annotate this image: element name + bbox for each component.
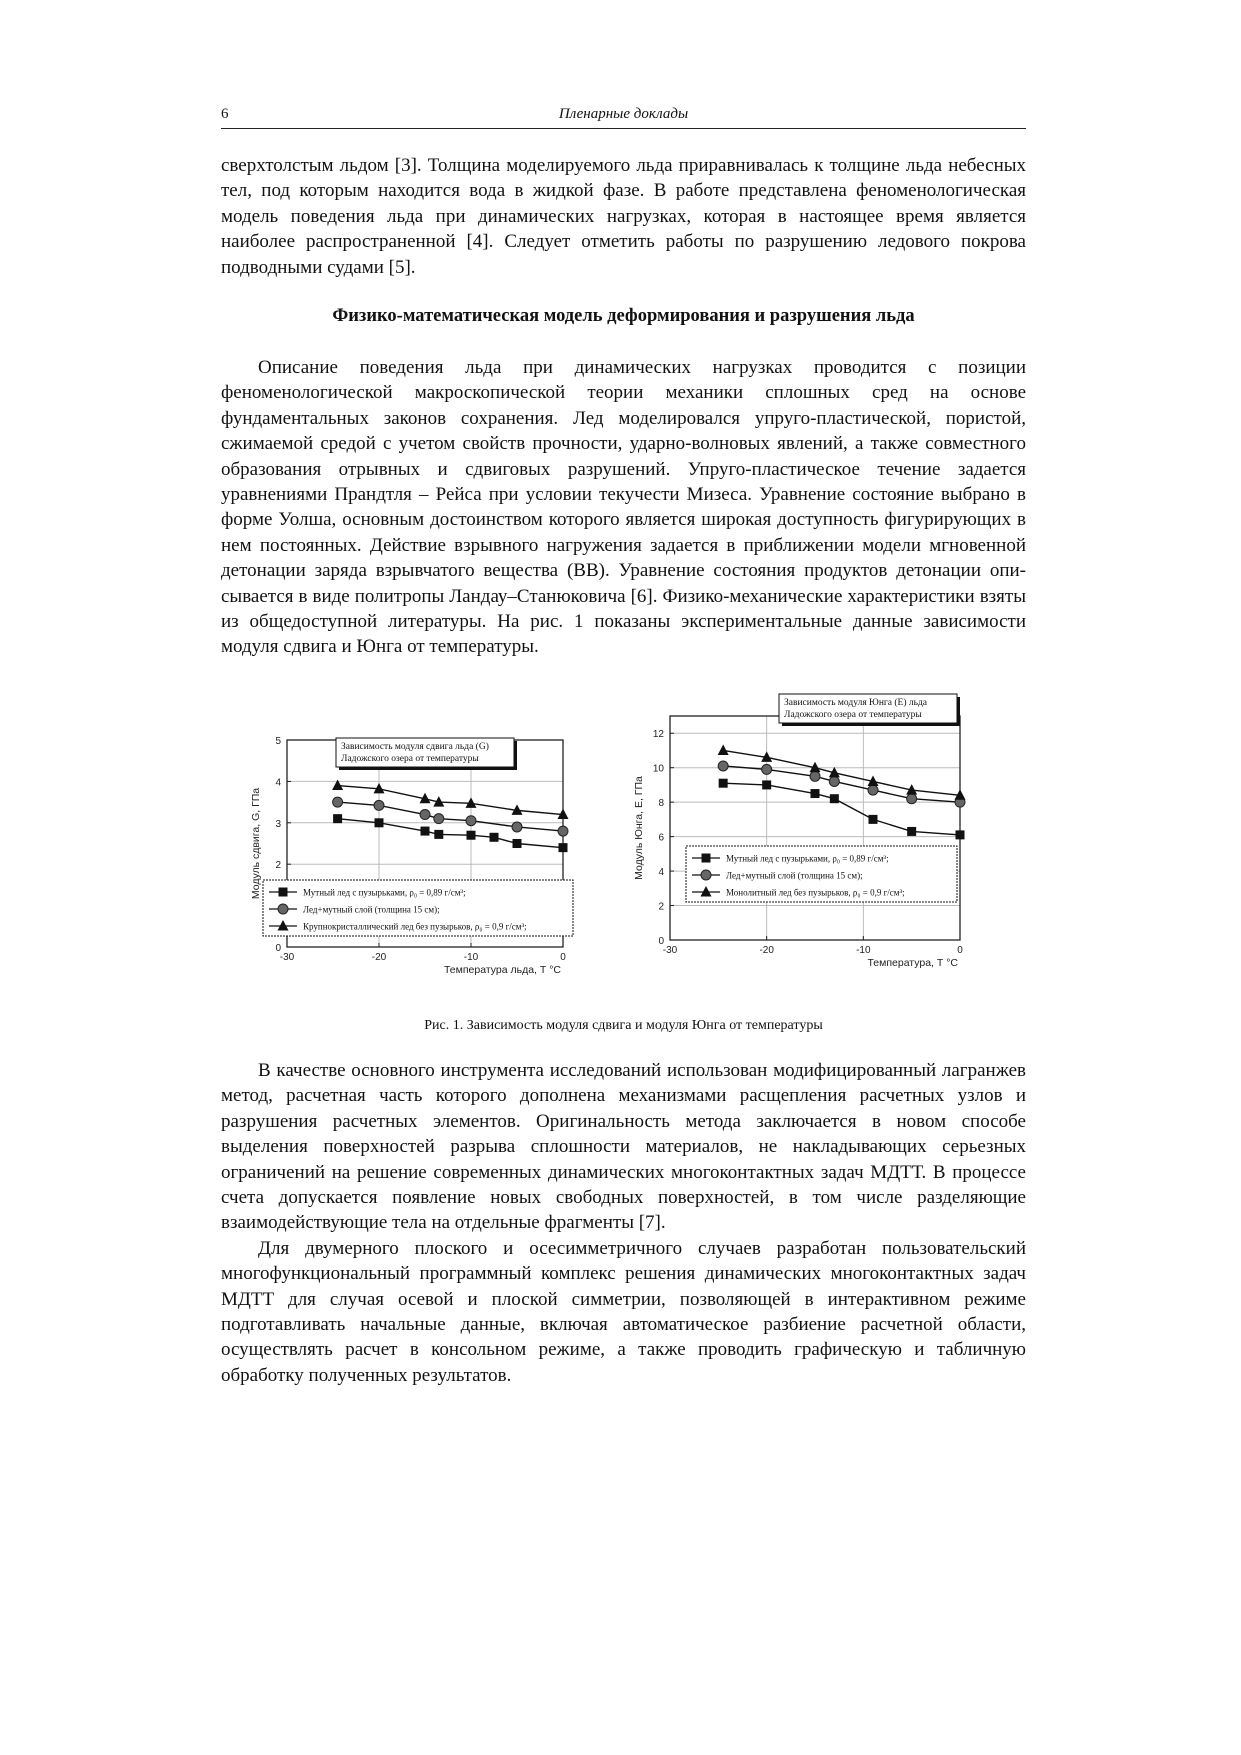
y-tick-label: 4 (658, 867, 664, 879)
legend-label: Лед+мутный слой (толщина 15 см); (726, 870, 863, 881)
y-axis-label: Модуль сдвига, G, ГПа (250, 787, 262, 900)
legend-marker (701, 870, 711, 880)
data-point-s0-0 (333, 814, 342, 823)
x-tick-label: 0 (560, 952, 566, 963)
paragraph-model: Описание поведения льда при динамических нагрузках проводится с позиции феноменологической макроскопической теории механики сплошных сред на основе фундаментальных законов сохранения. Лед моделировался упруго-пластической, пористой, сжимаемой средой с учетом свойств прочности, ударно-волновых явлений, а также совместного образования отрывных и сдвиговых разрушений. Упруго-пластическое течение задается уравнениями Прандтля – Рейса при условии текучести Мизеса. Уравнение состояние выбрано в форме Уолша, основным достоинством которого является широкая доступность фигурирующих в нем постоянных. Действие взрывного нагружения задается в приближении модели мгновенной детонации заряда взрывчатого вещества (ВВ). Уравнение состояния продуктов детонации описывается в виде политропы Ландау–Станюковича [6]. Физико-механические характеристики взяты из общедоступной литературы. На рис. 1 показаны экспериментальные данные зависимости модуля сдвига и Юнга от температуры. (221, 357, 1026, 658)
chart-title-line: Зависимость модуля Юнга (Е) льда (784, 698, 928, 708)
x-tick-label: -20 (371, 952, 387, 963)
data-point-s0-6 (513, 839, 522, 848)
data-point-s0-0 (719, 779, 728, 788)
data-point-s0-3 (434, 830, 443, 839)
legend-marker (279, 888, 288, 897)
y-tick-label: 6 (658, 832, 664, 844)
x-tick-label: 0 (957, 945, 963, 956)
paragraph-method: В качестве основного инструмента исследований использован модифицированный лагранжев метод, расчетная часть которого дополнена механизмами расщепления расчетных узлов и разрушения расчетных элементов. Оригинальность метода заключается в новом способе выделения поверхностей разрыва сплошности материалов, не накладывающих серьезных ограничений на решение современных динамических многоконтактных задач МДТТ. В процессе счета допускается появление новых свободных поверхностей, в том числе разделяющие взаимодействующие тела на отдельные фрагменты [7]. (221, 1060, 1026, 1234)
chart-title-line: Ладожского озера от температуры (784, 710, 922, 720)
series-line-2 (723, 750, 960, 795)
figure-caption: Рис. 1. Зависимость модуля сдвига и модуля Юнга от температуры (424, 1018, 823, 1033)
series-line-2 (338, 786, 563, 815)
data-point-s1-1 (762, 764, 772, 774)
data-point-s0-4 (869, 815, 878, 824)
data-point-s1-4 (466, 816, 476, 826)
y-tick-label: 2 (275, 860, 281, 872)
method-paragraph-block (221, 1058, 1026, 1388)
chart-title-line: Зависимость модуля сдвига льда (G) (341, 742, 489, 752)
x-tick-label: -30 (662, 945, 678, 956)
youngs-modulus-chart (633, 694, 966, 969)
data-point-s1-3 (434, 814, 444, 824)
chart-title-line: Ладожского озера от температуры (341, 754, 479, 764)
running-title: Пленарные доклады (558, 106, 689, 122)
data-point-s0-2 (811, 789, 820, 798)
data-point-s1-0 (718, 761, 728, 771)
data-point-s0-1 (762, 780, 771, 789)
x-axis-label: Температура, Т °С (867, 957, 958, 969)
data-point-s1-2 (810, 771, 820, 781)
data-point-s1-1 (374, 800, 384, 810)
y-tick-label: 5 (275, 736, 281, 747)
legend-label: Мутный лед с пузырьками, ρ₀ = 0,89 г/см³; (726, 853, 889, 864)
y-tick-label: 4 (275, 777, 281, 789)
legend-label: Крупнокристаллический лед без пузырьков, ρ₀ = 0,9 г/см³; (303, 921, 527, 932)
x-axis-label: Температура льда, Т °С (443, 964, 561, 976)
x-tick-label: -20 (759, 945, 774, 956)
x-tick-label: -10 (463, 952, 479, 963)
data-point-s1-5 (907, 794, 917, 804)
data-point-s0-3 (830, 794, 839, 803)
legend-marker (702, 854, 711, 863)
y-tick-label: 12 (652, 729, 664, 741)
y-tick-label: 8 (658, 798, 664, 810)
legend-label: Монолитный лед без пузырьков, ρ₀ = 0,9 г/см³; (726, 887, 905, 898)
data-point-s1-2 (420, 810, 430, 820)
x-tick-label: -30 (279, 952, 295, 963)
legend-label: Лед+мутный слой (толщина 15 см); (303, 904, 440, 915)
data-point-s0-4 (467, 831, 476, 840)
data-point-s0-2 (421, 827, 430, 836)
data-point-s1-4 (868, 785, 878, 795)
paragraph-software: Для двумерного плоского и осесимметричного случаев разработан пользовательский многофункциональный программный комплекс решения динамических многоконтактных задач МДТТ для случая осевой и плоской симметрии, позволяющей в интерактивном режиме подготавливать начальные данные, включая автоматическое разбиение расчетной области, осуществлять расчет в консольном режиме, а также проводить графическую и табличную обработку полученных результатов. (221, 1237, 1026, 1386)
y-tick-label: 10 (652, 763, 664, 775)
series-line-1 (338, 802, 563, 831)
y-tick-label: 2 (658, 901, 664, 913)
y-tick-label: 0 (275, 943, 281, 954)
shear-modulus-chart (250, 736, 573, 976)
data-point-s1-5 (512, 822, 522, 832)
data-point-s2-0 (718, 744, 729, 755)
legend-marker (278, 904, 288, 914)
data-point-s0-1 (375, 818, 384, 827)
plot-area (670, 716, 960, 940)
data-point-s0-6 (956, 830, 965, 839)
data-point-s0-7 (559, 843, 568, 852)
legend-label: Мутный лед с пузырьками, ρ₀ = 0,89 г/см³; (303, 887, 466, 898)
page-number: 6 (221, 106, 229, 122)
y-axis-label: Модуль Юнга, Е, ГПа (633, 776, 645, 880)
y-tick-label: 0 (658, 936, 664, 947)
data-point-s1-6 (558, 826, 568, 836)
section-heading: Физико-математическая модель деформирования и разрушения льда (332, 306, 915, 326)
paragraph-intro: сверхтолстым льдом [3]. Толщина моделируемого льда приравнивалась к толщине льда небесных тел, под которым находится вода в жидкой фазе. В работе представлена феноменологическая модель поведения льда при динамических нагрузках, которая в настоящее время является наиболее распространенной [4]. Следует отметить работы по разрушению ледового покрова подводными судами [5]. (221, 155, 1026, 278)
y-tick-label: 3 (275, 818, 281, 830)
data-point-s1-3 (829, 776, 839, 786)
data-point-s1-0 (333, 797, 343, 807)
x-tick-label: -10 (856, 945, 871, 956)
data-point-s0-5 (490, 833, 499, 842)
data-point-s0-5 (907, 827, 916, 836)
